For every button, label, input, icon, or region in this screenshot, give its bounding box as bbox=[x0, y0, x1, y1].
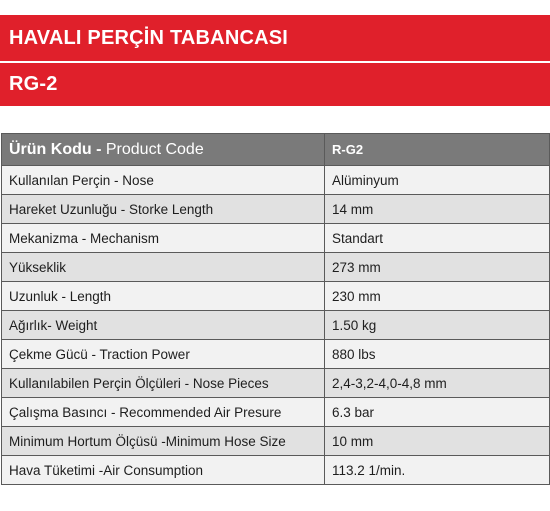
table-row bbox=[2, 195, 550, 224]
product-code-label-regular: Product Code bbox=[105, 140, 204, 158]
spec-value: 880 lbs bbox=[325, 340, 550, 369]
table-header-row bbox=[2, 134, 550, 166]
table-row bbox=[2, 224, 550, 253]
spec-value: 14 mm bbox=[325, 195, 550, 224]
spec-label: Minimum Hortum Ölçüsü -Minimum Hose Size bbox=[2, 427, 325, 456]
table-row bbox=[2, 427, 550, 456]
spec-value: 113.2 1/min. bbox=[325, 456, 550, 485]
spec-table bbox=[1, 133, 550, 485]
table-row bbox=[2, 340, 550, 369]
spec-value: Alüminyum bbox=[325, 166, 550, 195]
spec-label: Çekme Gücü - Traction Power bbox=[2, 340, 325, 369]
table-row bbox=[2, 311, 550, 340]
spec-value: 230 mm bbox=[325, 282, 550, 311]
spec-label: Mekanizma - Mechanism bbox=[2, 224, 325, 253]
spec-value: 273 mm bbox=[325, 253, 550, 282]
spec-value: 6.3 bar bbox=[325, 398, 550, 427]
spec-label: Kullanılan Perçin - Nose bbox=[2, 166, 325, 195]
spec-label: Ağırlık- Weight bbox=[2, 311, 325, 340]
table-row bbox=[2, 398, 550, 427]
spec-label: Uzunluk - Length bbox=[2, 282, 325, 311]
spec-value: 10 mm bbox=[325, 427, 550, 456]
spec-value: 2,4-3,2-4,0-4,8 mm bbox=[325, 369, 550, 398]
table-row bbox=[2, 166, 550, 195]
spec-label: Hareket Uzunluğu - Storke Length bbox=[2, 195, 325, 224]
product-code-label-bold: Ürün Kodu - bbox=[9, 140, 102, 158]
product-title-banner bbox=[0, 15, 550, 61]
spec-label: Yükseklik bbox=[2, 253, 325, 282]
spec-label: Çalışma Basıncı - Recommended Air Presure bbox=[2, 398, 325, 427]
product-code-value: R-G2 bbox=[325, 134, 550, 166]
product-code-label bbox=[2, 134, 325, 166]
product-title: HAVALI PERÇİN TABANCASI bbox=[9, 26, 289, 49]
table-row bbox=[2, 282, 550, 311]
model-name: RG-2 bbox=[9, 73, 58, 95]
spec-value: 1.50 kg bbox=[325, 311, 550, 340]
spec-value: Standart bbox=[325, 224, 550, 253]
table-row bbox=[2, 253, 550, 282]
model-banner bbox=[0, 63, 550, 106]
spec-label: Hava Tüketimi -Air Consumption bbox=[2, 456, 325, 485]
table-row bbox=[2, 369, 550, 398]
spec-label: Kullanılabilen Perçin Ölçüleri - Nose Pieces bbox=[2, 369, 325, 398]
table-row bbox=[2, 456, 550, 485]
